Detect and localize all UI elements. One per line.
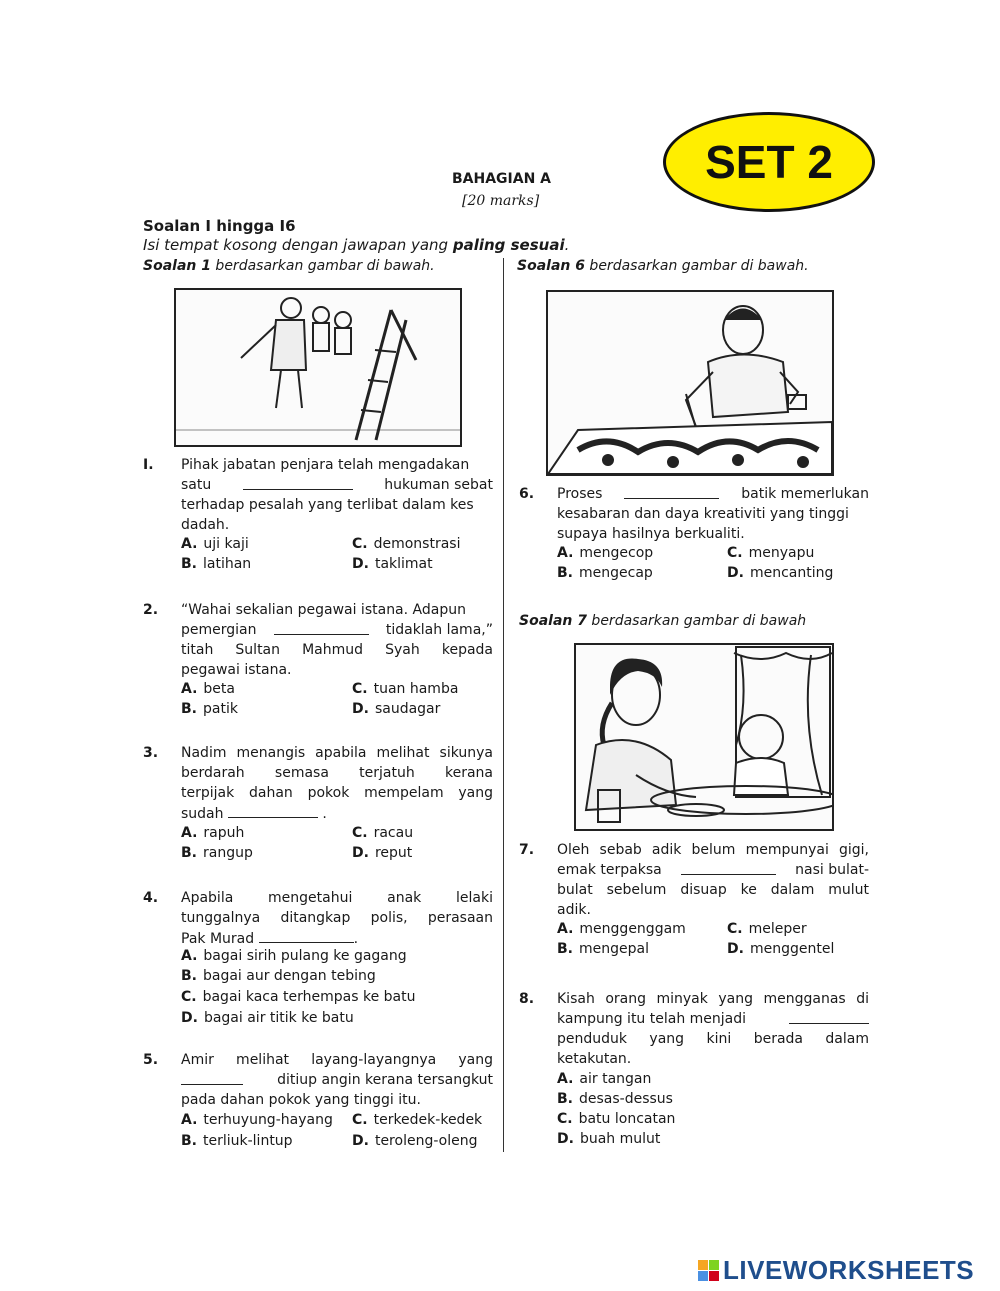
q2-option-a[interactable]: A. beta — [181, 681, 235, 697]
soalan-6-note: Soalan 6 berdasarkan gambar di bawah. — [517, 258, 809, 274]
q2-option-d[interactable]: D. saudagar — [352, 701, 441, 717]
q5-option-b[interactable]: B. terliuk-lintup — [181, 1133, 293, 1149]
answer-blank[interactable] — [228, 803, 318, 818]
question-5: 5. Amir melihat layang-layangnya yang ditiup angin kerana tersangkut pada dahan pokok yang tinggi itu. — [143, 1052, 493, 1108]
question-1: I. Pihak jabatan penjara telah mengadakan satu hukuman sebat terhadap pesalah yang terlibat dalam kes dadah. — [143, 457, 493, 533]
q3-option-a[interactable]: A. rapuh — [181, 825, 245, 841]
q3-option-d[interactable]: D. reput — [352, 845, 413, 861]
question-3: 3. Nadim menangis apabila melihat sikunya berdarah semasa terjatuh kerana terpijak dahan pokok mempelam yang sudah . — [143, 745, 493, 822]
answer-blank[interactable] — [789, 1009, 869, 1024]
q6-option-c[interactable]: C. menyapu — [727, 545, 815, 561]
q7-option-c[interactable]: C. meleper — [727, 921, 807, 937]
q6-option-d[interactable]: D. mencanting — [727, 565, 834, 581]
question-7: 7. Oleh sebab adik belum mempunyai gigi, emak terpaksa nasi bulat- bulat sebelum disuap ke dalam mulut adik. — [519, 842, 869, 918]
liveworksheets-icon — [698, 1260, 719, 1281]
q7-option-b[interactable]: B. mengepal — [557, 941, 649, 957]
soalan-7-note: Soalan 7 berdasarkan gambar di bawah — [519, 613, 807, 629]
column-divider — [503, 258, 504, 1152]
q3-option-b[interactable]: B. rangup — [181, 845, 253, 861]
q8-option-a[interactable]: A. air tangan — [557, 1071, 652, 1087]
soalan-1-note: Soalan 1 berdasarkan gambar di bawah. — [143, 258, 435, 274]
q1-option-a[interactable]: A. uji kaji — [181, 536, 249, 552]
question-6: 6. Proses batik memerlukan kesabaran dan daya kreativiti yang tinggi supaya hasilnya berkualiti. — [519, 486, 869, 542]
q1-option-d[interactable]: D. taklimat — [352, 556, 433, 572]
q1-option-c[interactable]: C. demonstrasi — [352, 536, 461, 552]
q8-option-d[interactable]: D. buah mulut — [557, 1131, 661, 1147]
answer-blank[interactable] — [243, 475, 353, 490]
q4-option-a[interactable]: A. bagai sirih pulang ke gagang — [181, 948, 407, 964]
q2-option-b[interactable]: B. patik — [181, 701, 238, 717]
q2-option-c[interactable]: C. tuan hamba — [352, 681, 459, 697]
question-8: 8. Kisah orang minyak yang mengganas di kampung itu telah menjadi penduduk yang kini berada dalam ketakutan. — [519, 991, 869, 1067]
answer-blank[interactable] — [259, 928, 354, 943]
question-4: 4. Apabila mengetahui anak lelaki tunggalnya ditangkap polis, perasaan Pak Murad . — [143, 890, 493, 947]
q6-option-a[interactable]: A. mengecop — [557, 545, 654, 561]
liveworksheets-logo: LIVEWORKSHEETS — [698, 1255, 974, 1286]
answer-blank[interactable] — [624, 484, 719, 499]
q1-option-b[interactable]: B. latihan — [181, 556, 252, 572]
section-title: BAHAGIAN A — [452, 171, 552, 187]
q3-option-c[interactable]: C. racau — [352, 825, 414, 841]
answer-blank[interactable] — [274, 620, 369, 635]
set-badge: SET 2 — [663, 112, 875, 212]
question-2: 2. “Wahai sekalian pegawai istana. Adapun pemergian tidaklah lama,” titah Sultan Mahmud Syah kepada pegawai istana. — [143, 602, 493, 678]
answer-blank[interactable] — [681, 860, 776, 875]
q4-option-b[interactable]: B. bagai aur dengan tebing — [181, 968, 376, 984]
q7-option-d[interactable]: D. menggentel — [727, 941, 835, 957]
q6-option-b[interactable]: B. mengecap — [557, 565, 653, 581]
q5-option-c[interactable]: C. terkedek-kedek — [352, 1112, 483, 1128]
question-range: Soalan I hingga I6 — [143, 217, 296, 235]
marks-label: [20 marks] — [462, 193, 540, 209]
q7-option-a[interactable]: A. menggenggam — [557, 921, 686, 937]
q4-option-d[interactable]: D. bagai air titik ke batu — [181, 1010, 354, 1026]
q8-option-c[interactable]: C. batu loncatan — [557, 1111, 676, 1127]
q8-option-b[interactable]: B. desas-dessus — [557, 1091, 673, 1107]
answer-blank[interactable] — [181, 1070, 243, 1085]
instruction: Isi tempat kosong dengan jawapan yang paling sesuai. — [143, 236, 570, 254]
q5-option-a[interactable]: A. terhuyung-hayang — [181, 1112, 333, 1128]
feeding-illustration — [574, 643, 834, 831]
batik-illustration — [546, 290, 834, 476]
q4-option-c[interactable]: C. bagai kaca terhempas ke batu — [181, 989, 416, 1005]
q5-option-d[interactable]: D. teroleng-oleng — [352, 1133, 478, 1149]
prison-illustration — [174, 288, 462, 447]
